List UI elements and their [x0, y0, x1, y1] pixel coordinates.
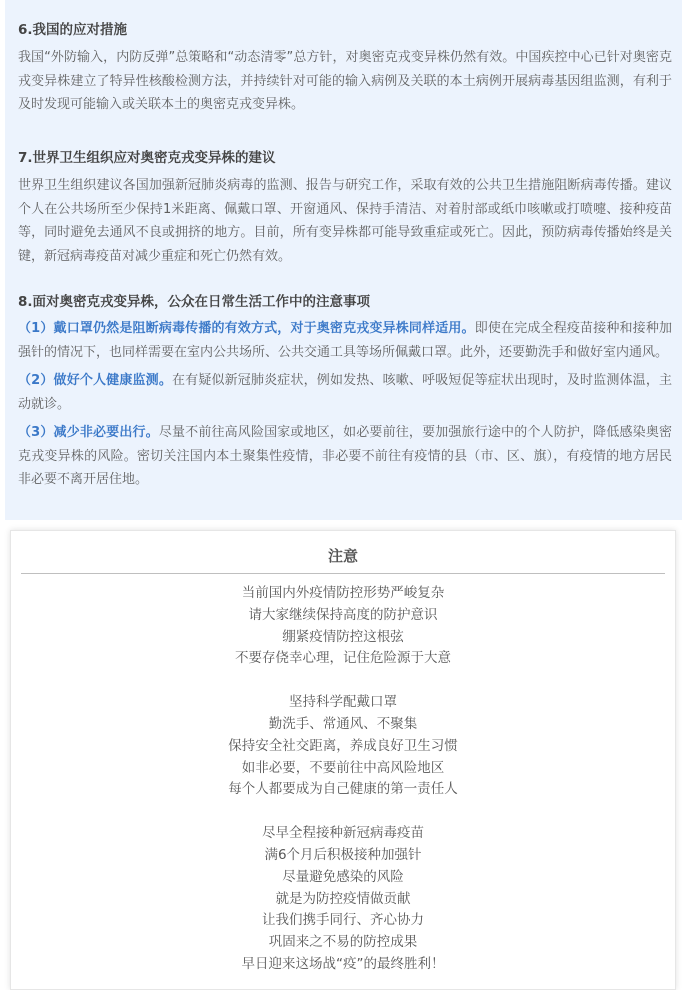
notice-line: 尽量避免感染的风险 — [282, 868, 404, 885]
precaution-text: 即使在完成全程疫苗接种和接种加强针的情况下，也同样需要在室内公共场所、公共交通工具等场所佩戴口罩。此外，还要勤洗手和做好室内通风。 — [18, 321, 672, 360]
notice-line: 不要存侥幸心理，记住危险源于大意 — [235, 650, 451, 667]
notice-line: 保持安全社交距离，养成良好卫生习惯 — [228, 737, 458, 754]
precaution-lead: （3）减少非必要出行。 — [18, 425, 159, 440]
precaution-lead: （2）做好个人健康监测。 — [18, 373, 172, 388]
precaution-item — [18, 421, 672, 492]
notice-line: 绷紧疫情防控这根弦 — [282, 628, 404, 645]
notice-line: 尽早全程接种新冠病毒疫苗 — [262, 825, 424, 842]
notice-line: 满6个月后积极接种加强针 — [264, 846, 422, 863]
section-body: 我国“外防输入，内防反弹”总策略和“动态清零”总方针，对奥密克戎变异株仍然有效。中国疾控中心已针对奥密克戎变异株建立了特异性核酸检测方法，并持续针对可能的输入病例及关联的本土病例开展病毒基因组监测，有利于及时发现可能输入或关联本土的奥密克戎变异株。 — [18, 50, 672, 112]
section-title: 6.我国的应对措施 — [18, 22, 128, 38]
section-measures — [18, 20, 672, 117]
notice-line: 当前国内外疫情防控形势严峻复杂 — [241, 585, 445, 601]
notice-line: 勤洗手、常通风、不聚集 — [268, 715, 418, 732]
group-spacer — [11, 801, 675, 823]
notice-line: 巩固来之不易的防控成果 — [268, 934, 418, 951]
notice-divider — [21, 573, 665, 574]
precaution-item — [18, 317, 672, 364]
notice-line: 每个人都要成为自己健康的第一责任人 — [228, 781, 458, 798]
section-who-advice — [18, 148, 672, 268]
section-title: 8.面对奥密克戎变异株，公众在日常生活工作中的注意事项 — [18, 294, 371, 310]
precaution-lead: （1）戴口罩仍然是阻断病毒传播的有效方式，对于奥密克戎变异株同样适用。 — [18, 321, 475, 336]
notice-line: 坚持科学配戴口罩 — [289, 694, 397, 711]
precaution-item — [18, 369, 672, 416]
section-public-precautions — [18, 292, 672, 492]
precaution-text: 尽量不前往高风险国家或地区，如必要前往，要加强旅行途中的个人防护，降低感染奥密克戎变异株的风险。密切关注国内本土聚集性疫情，非必要不前往有疫情的县（市、区、旗），有疫情的地方居民非必要不离开居住地。 — [18, 425, 672, 487]
notice-line: 让我们携手同行、齐心协力 — [262, 912, 424, 929]
notice-line: 如非必要，不要前往中高风险地区 — [241, 759, 445, 776]
notice-lines — [11, 583, 675, 976]
notice-line: 早日迎来这场战“疫”的最终胜利！ — [241, 955, 445, 972]
article-panel — [5, 0, 682, 520]
section-body: 世界卫生组织建议各国加强新冠肺炎病毒的监测、报告与研究工作，采取有效的公共卫生措施阻断病毒传播。建议个人在公共场所至少保持1米距离、佩戴口罩、开窗通风、保持手清洁、对着肘部或纸巾咳嗽或打喷嚏、接种疫苗等，同时避免去通风不良或拥挤的地方。目前，所有变异株都可能导致重症或死亡。因此，预防病毒传播始终是关键，新冠病毒疫苗对减少重症和死亡仍然有效。 — [18, 178, 672, 264]
notice-line: 就是为防控疫情做贡献 — [275, 890, 411, 907]
precaution-text: 在有疑似新冠肺炎症状，例如发热、咳嗽、呼吸短促等症状出现时，及时监测体温，主动就诊。 — [18, 373, 672, 412]
notice-card — [10, 530, 676, 990]
group-spacer — [11, 670, 675, 692]
section-title: 7.世界卫生组织应对奥密克戎变异株的建议 — [18, 150, 276, 166]
notice-line: 请大家继续保持高度的防护意识 — [248, 606, 438, 623]
notice-title: 注意 — [327, 547, 358, 565]
